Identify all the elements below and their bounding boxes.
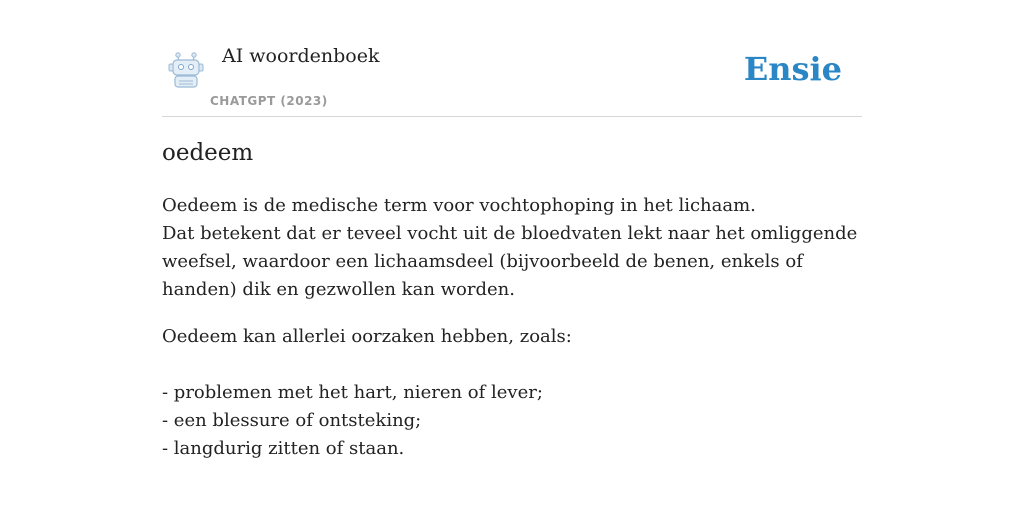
entry-definition [162,192,862,482]
source-name[interactable]: AI woordenboek [222,45,380,67]
definition-line: Oedeem is de medische term voor vochtophoping in het lichaam. [162,195,756,216]
page-container [162,0,862,512]
cause-item: - langdurig zitten of staan. [162,438,405,459]
source-subtitle: CHATGPT (2023) [210,94,328,108]
robot-icon [166,50,206,90]
cause-item: - een blessure of ontsteking; [162,410,422,431]
causes-paragraph [162,323,862,463]
source-header [162,0,862,117]
entry-term: oedeem [162,140,254,166]
cause-item: - problemen met het hart, nieren of lever; [162,382,543,403]
blank-line [162,351,862,379]
causes-intro: Oedeem kan allerlei oorzaken hebben, zoals: [162,326,572,347]
definition-line: Dat betekent dat er teveel vocht uit de bloedvaten lekt naar het omliggende weefsel, waardoor een lichaamsdeel (bijvoorbeeld de benen, enkels of handen) dik en gezwollen kan worden. [162,223,858,300]
ensie-logo[interactable]: Ensie [743,50,842,88]
definition-paragraph [162,192,862,304]
